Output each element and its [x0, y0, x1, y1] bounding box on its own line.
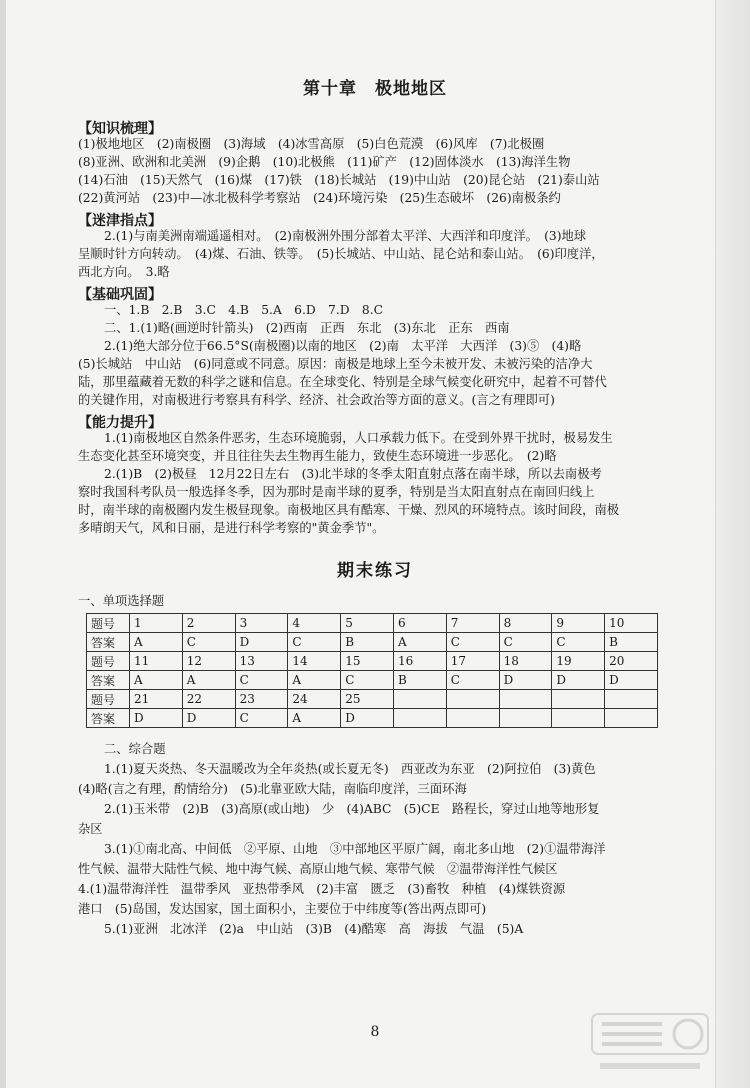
- answer-cell: [446, 709, 499, 728]
- basics-line-2: 二、1.(1)略(画逆时针箭头) (2)西南 正西 东北 (3)东北 正东 西南: [104, 321, 510, 335]
- question-number-cell: 7: [446, 614, 499, 633]
- answer-cell: [552, 709, 605, 728]
- comp-line-7: 4.(1)温带海洋性 温带季风 亚热带季风 (2)丰富 匮乏 (3)畜牧 种植 (4)煤铁资源: [78, 882, 566, 896]
- improve-line-3: 2.(1)B (2)极昼 12月22日左右 (3)北半球的冬季太阳直射点落在南半球，所以去南极考: [104, 467, 602, 481]
- answer-cell: C: [446, 671, 499, 690]
- answer-cell: D: [605, 671, 658, 690]
- answer-cell: D: [130, 709, 183, 728]
- table-row-answers: [87, 633, 658, 652]
- question-number-cell: 18: [499, 652, 552, 671]
- answer-cell: C: [182, 633, 235, 652]
- improve-line-1: 1.(1)南极地区自然条件恶劣，生态环境脆弱，人口承载力低下。在受到外界干扰时，极易发生: [104, 431, 613, 445]
- table-row-label: 题号: [87, 690, 130, 709]
- table-row-label: 答案: [87, 671, 130, 690]
- answer-cell: C: [235, 709, 288, 728]
- question-number-cell: 17: [446, 652, 499, 671]
- answer-cell: D: [552, 671, 605, 690]
- table-row-answers: [87, 671, 658, 690]
- guide-line-2: 呈顺时针方向转动。 (4)煤、石油、铁等。 (5)长城站、中山站、昆仑站和泰山站。 (6)印度洋，: [78, 247, 604, 261]
- comp-line-2: (4)略(言之有理，酌情给分) (5)北靠亚欧大陆，南临印度洋，三面环海: [78, 782, 467, 796]
- question-number-cell: [552, 690, 605, 709]
- answer-cell: C: [288, 633, 341, 652]
- basics-line-4: (5)长城站 中山站 (6)同意或不同意。原因：南极是地球上至今未被开发、未被污染的洁净大: [78, 357, 593, 371]
- watermark-logo-icon: [590, 1010, 710, 1080]
- improve-line-5: 时，南半球的南极圈内发生极昼现象。南极地区具有酷寒、干燥、烈风的环境特点。该时间段，南极: [78, 503, 620, 517]
- answer-cell: A: [288, 709, 341, 728]
- section-knowledge-heading: 【知识梳理】: [78, 121, 162, 137]
- table-row-label: 答案: [87, 709, 130, 728]
- section-guide-heading: 【迷津指点】: [78, 213, 162, 229]
- question-number-cell: 5: [341, 614, 394, 633]
- final-practice-title: 期末练习: [337, 561, 413, 581]
- answer-cell: [499, 709, 552, 728]
- section-basics-heading: 【基础巩固】: [78, 287, 162, 303]
- answer-cell: D: [341, 709, 394, 728]
- question-number-cell: [393, 690, 446, 709]
- answer-cell: B: [393, 671, 446, 690]
- answer-cell: D: [235, 633, 288, 652]
- answer-cell: C: [446, 633, 499, 652]
- comp-line-4: 杂区: [78, 822, 103, 836]
- comp-line-3: 2.(1)玉米带 (2)B (3)高原(或山地) 少 (4)ABC (5)CE 路程长，穿过山地等地形复: [104, 802, 600, 816]
- question-number-cell: 11: [130, 652, 183, 671]
- mc-heading: 一、单项选择题: [78, 594, 165, 608]
- comp-line-6: 性气候、温带大陆性气候、地中海气候、高原山地气候、寒带气候 ②温带海洋性气候区: [78, 862, 558, 876]
- answer-cell: C: [499, 633, 552, 652]
- question-number-cell: 9: [552, 614, 605, 633]
- basics-line-1: 一、1.B 2.B 3.C 4.B 5.A 6.D 7.D 8.C: [104, 303, 384, 317]
- table-row-question-numbers: [87, 614, 658, 633]
- question-number-cell: 20: [605, 652, 658, 671]
- question-number-cell: [605, 690, 658, 709]
- answer-cell: A: [130, 671, 183, 690]
- improve-line-4: 察时我国科考队员一般选择冬季，因为那时是南半球的夏季，特别是当太阳直射点在南回归线上: [78, 485, 595, 499]
- question-number-cell: 4: [288, 614, 341, 633]
- answer-cell: [393, 709, 446, 728]
- question-number-cell: [499, 690, 552, 709]
- answer-cell: C: [552, 633, 605, 652]
- answer-cell: D: [182, 709, 235, 728]
- table-row-answers: [87, 709, 658, 728]
- basics-line-5: 陆，那里蕴藏着无数的科学之谜和信息。在全球变化、特别是全球气候变化研究中，起着不可替代: [78, 375, 607, 389]
- chapter-title: 第十章 极地地区: [303, 79, 447, 99]
- question-number-cell: [446, 690, 499, 709]
- question-number-cell: 16: [393, 652, 446, 671]
- knowledge-line-2: (8)亚洲、欧洲和北美洲 (9)企鹅 (10)北极熊 (11)矿产 (12)固体淡水 (13)海洋生物: [78, 155, 571, 169]
- question-number-cell: 8: [499, 614, 552, 633]
- knowledge-line-4: (22)黄河站 (23)中—冰北极科学考察站 (24)环境污染 (25)生态破坏 (26)南极条约: [78, 191, 561, 205]
- page-spine: [0, 0, 6, 1088]
- table-row-label: 题号: [87, 652, 130, 671]
- question-number-cell: 2: [182, 614, 235, 633]
- knowledge-line-3: (14)石油 (15)天然气 (16)煤 (17)铁 (18)长城站 (19)中山站 (20)昆仑站 (21)泰山站: [78, 173, 600, 187]
- answer-cell: B: [341, 633, 394, 652]
- comp-line-8: 港口 (5)岛国，发达国家，国土面积小，主要位于中纬度等(答出两点即可): [78, 902, 487, 916]
- answer-cell: C: [235, 671, 288, 690]
- question-number-cell: 24: [288, 690, 341, 709]
- question-number-cell: 21: [130, 690, 183, 709]
- answer-cell: A: [182, 671, 235, 690]
- answer-cell: A: [288, 671, 341, 690]
- comp-heading: 二、综合题: [104, 742, 166, 756]
- page-number: 8: [370, 1024, 380, 1040]
- answer-cell: D: [499, 671, 552, 690]
- answer-table: [86, 613, 658, 728]
- answer-cell: A: [393, 633, 446, 652]
- table-row-question-numbers: [87, 690, 658, 709]
- table-row-label: 题号: [87, 614, 130, 633]
- guide-line-1: 2.(1)与南美洲南端遥遥相对。 (2)南极洲外围分部着太平洋、大西洋和印度洋。 (3)地球: [104, 229, 587, 243]
- question-number-cell: 1: [130, 614, 183, 633]
- question-number-cell: 12: [182, 652, 235, 671]
- improve-line-6: 多晴朗天气，风和日丽，是进行科学考察的"黄金季节"。: [78, 521, 385, 535]
- answer-cell: [605, 709, 658, 728]
- section-improve-heading: 【能力提升】: [78, 415, 162, 431]
- basics-line-6: 的关键作用，对南极进行考察具有科学、经济、社会政治等方面的意义。(言之有理即可): [78, 393, 555, 407]
- question-number-cell: 25: [341, 690, 394, 709]
- comp-line-5: 3.(1)①南北高、中间低 ②平原、山地 ③中部地区平原广阔，南北多山地 (2)①温带海洋: [104, 842, 606, 856]
- question-number-cell: 22: [182, 690, 235, 709]
- question-number-cell: 3: [235, 614, 288, 633]
- table-row-label: 答案: [87, 633, 130, 652]
- question-number-cell: 14: [288, 652, 341, 671]
- answer-cell: B: [605, 633, 658, 652]
- comp-line-9: 5.(1)亚洲 北冰洋 (2)a 中山站 (3)B (4)酷寒 高 海拔 气温 (5)A: [104, 922, 524, 936]
- page-right-edge: [715, 0, 750, 1088]
- question-number-cell: 13: [235, 652, 288, 671]
- answer-cell: A: [130, 633, 183, 652]
- question-number-cell: 6: [393, 614, 446, 633]
- guide-line-3: 西北方向。 3.略: [78, 265, 170, 279]
- question-number-cell: 23: [235, 690, 288, 709]
- question-number-cell: 15: [341, 652, 394, 671]
- table-row-question-numbers: [87, 652, 658, 671]
- basics-line-3: 2.(1)绝大部分位于66.5°S(南极圈)以南的地区 (2)南 太平洋 大西洋 (3)⑤ (4)略: [104, 339, 582, 353]
- question-number-cell: 10: [605, 614, 658, 633]
- knowledge-line-1: (1)极地地区 (2)南极圈 (3)海域 (4)冰雪高原 (5)白色荒漠 (6)风库 (7)北极圈: [78, 137, 545, 151]
- question-number-cell: 19: [552, 652, 605, 671]
- improve-line-2: 生态变化甚至环境突变，并且往往失去生物再生能力，致使生态环境进一步恶化。 (2)略: [78, 449, 557, 463]
- comp-line-1: 1.(1)夏天炎热、冬天温暖改为全年炎热(或长夏无冬) 西亚改为东亚 (2)阿拉伯 (3)黄色: [104, 762, 596, 776]
- answer-cell: C: [341, 671, 394, 690]
